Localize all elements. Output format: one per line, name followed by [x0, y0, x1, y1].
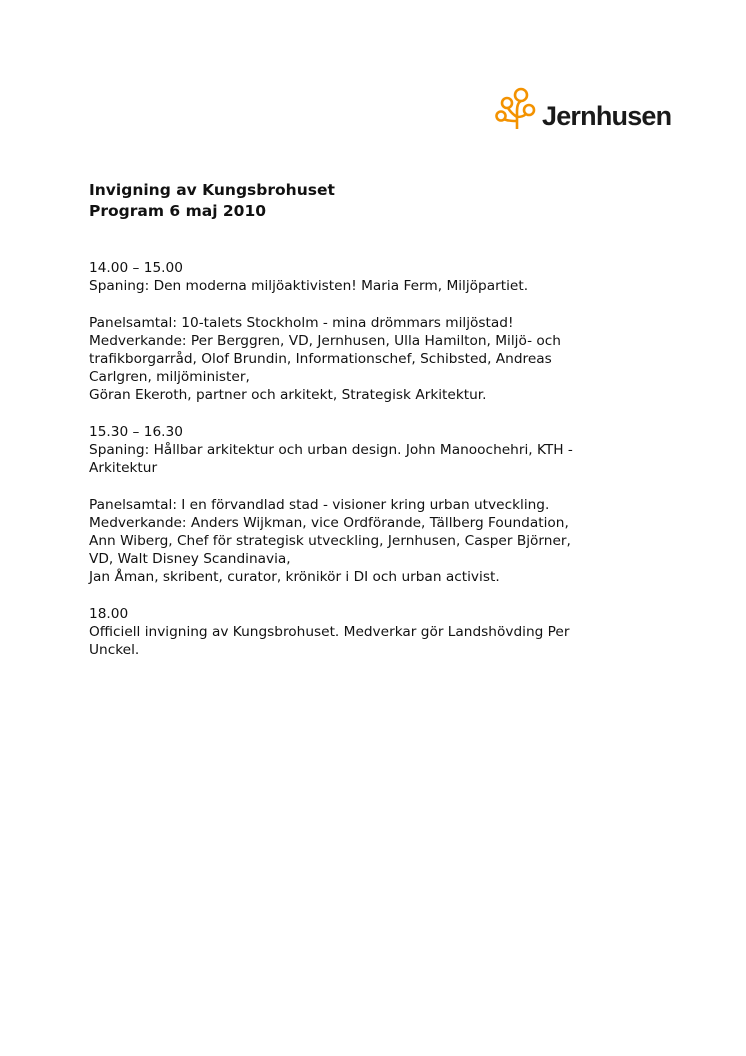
- program-text: Spaning: Hållbar arkitektur och urban design. John Manoochehri, KTH -: [89, 442, 573, 458]
- logo-wordmark: Jernhusen: [542, 101, 672, 131]
- program-text: Jan Åman, skribent, curator, krönikör i DI och urban activist.: [89, 569, 500, 586]
- document-title: [89, 180, 335, 222]
- program-text: Göran Ekeroth, partner och arkitekt, Strategisk Arkitektur.: [89, 387, 487, 404]
- time-slot: 15.30 – 16.30: [89, 423, 183, 440]
- program-block-3: [89, 423, 649, 478]
- program-block-2: [89, 314, 649, 405]
- title-line-1: Invigning av Kungsbrohuset: [89, 181, 335, 199]
- time-slot: 14.00 – 15.00: [89, 260, 183, 276]
- program-text: Medverkande: Per Berggren, VD, Jernhusen, Ulla Hamilton, Miljö- och: [89, 332, 561, 349]
- program-content: [89, 259, 649, 678]
- program-text: Spaning: Den moderna miljöaktivisten! Maria Ferm, Miljöpartiet.: [89, 278, 529, 295]
- title-line-2: Program 6 maj 2010: [89, 202, 267, 220]
- program-block-1: [89, 259, 649, 295]
- program-text: trafikborgarråd, Olof Brundin, Informationschef, Schibsted, Andreas: [89, 351, 552, 367]
- program-text: Carlgren, miljöminister,: [89, 369, 250, 386]
- program-text: Panelsamtal: I en förvandlad stad - visioner kring urban utveckling.: [89, 496, 550, 513]
- program-text: Ann Wiberg, Chef för strategisk utveckling, Jernhusen, Casper Björner,: [89, 533, 571, 549]
- jernhusen-logo: [495, 87, 671, 131]
- program-text: Unckel.: [89, 642, 140, 659]
- program-block-4: [89, 496, 649, 587]
- program-text: VD, Walt Disney Scandinavia,: [89, 551, 291, 568]
- program-text: Panelsamtal: 10-talets Stockholm - mina drömmars miljöstad!: [89, 314, 514, 331]
- program-text: Medverkande: Anders Wijkman, vice Ordförande, Tällberg Foundation,: [89, 514, 569, 531]
- program-text: Officiell invigning av Kungsbrohuset. Medverkar gör Landshövding Per: [89, 624, 570, 640]
- program-text: Arkitektur: [89, 460, 158, 477]
- logo-mark-icon: [495, 87, 541, 131]
- time-slot: 18.00: [89, 605, 129, 622]
- program-block-5: [89, 605, 649, 660]
